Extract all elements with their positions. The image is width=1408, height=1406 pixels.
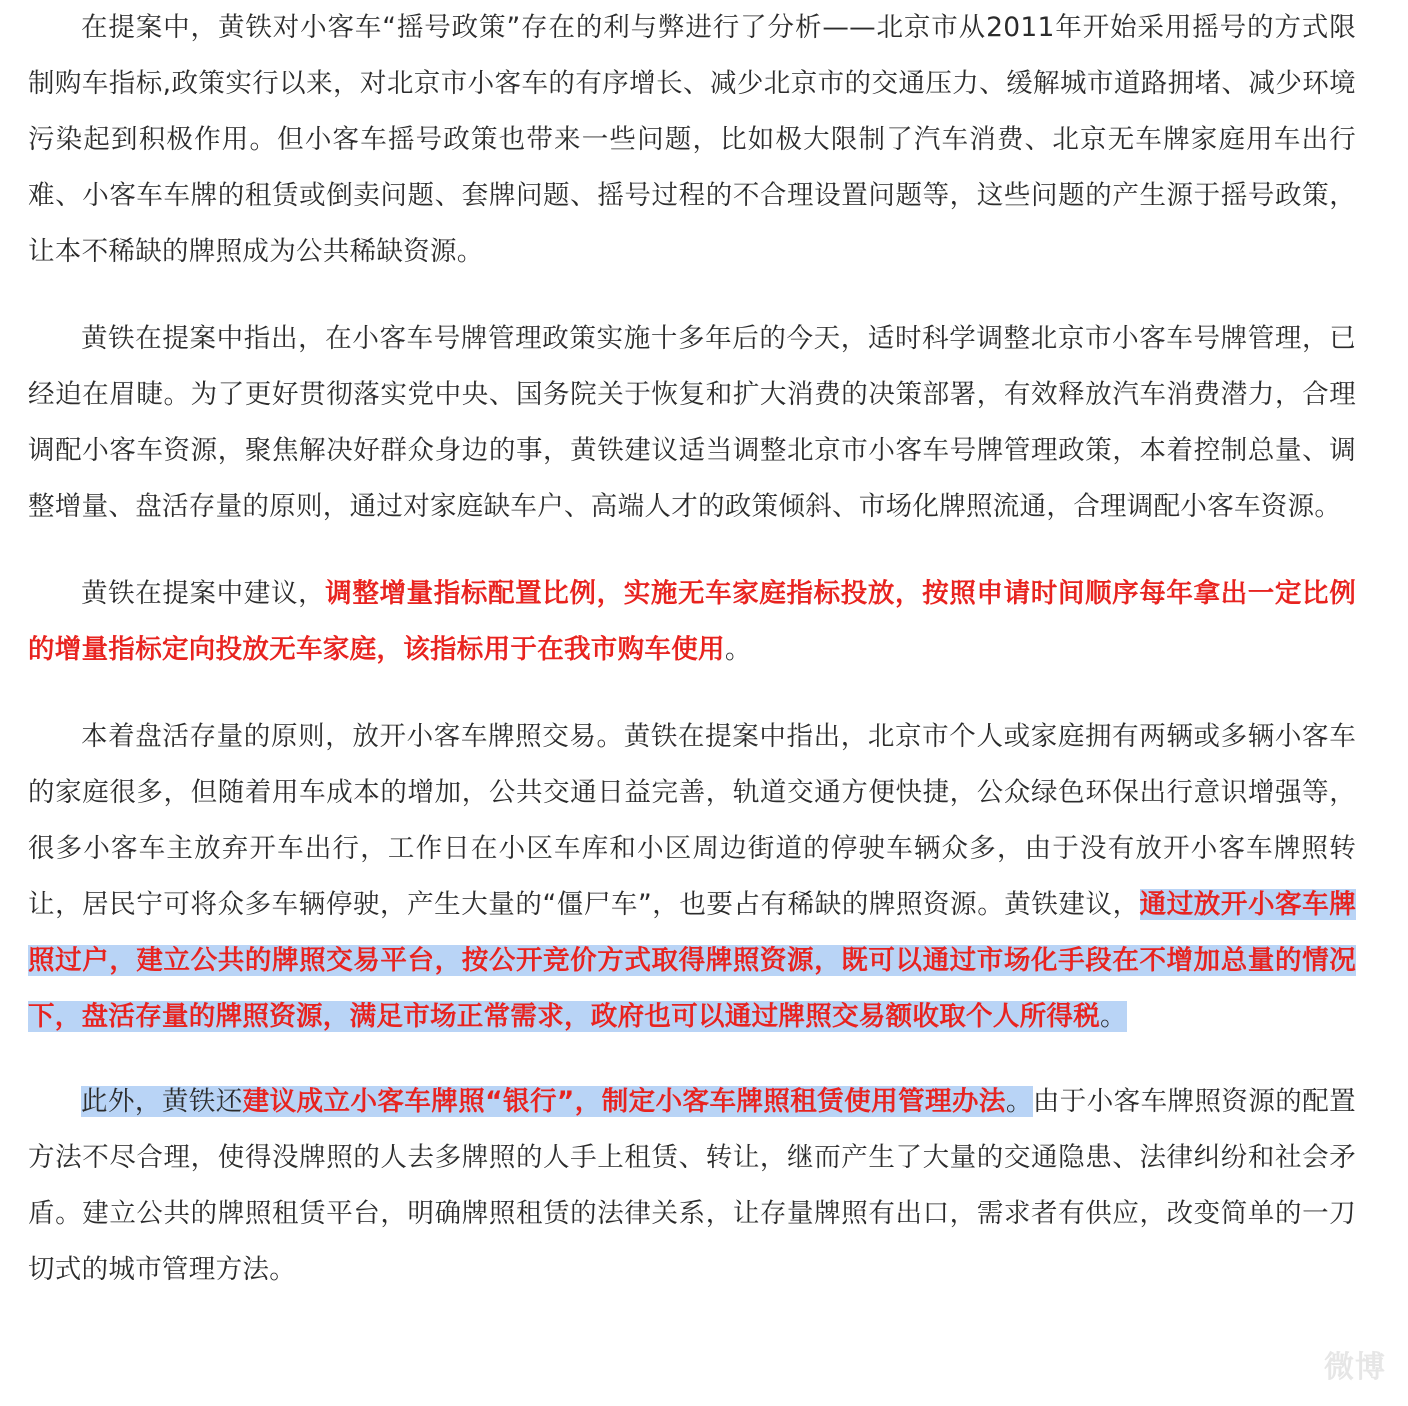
selected-text[interactable]: 此外，黄铁还 — [81, 1086, 243, 1117]
paragraph-license-trading — [28, 709, 1356, 1045]
paragraph-text: 黄铁在提案中建议， — [81, 578, 326, 609]
paragraph-adjust-policy — [28, 311, 1356, 535]
paragraph-text: 黄铁在提案中指出，在小客车号牌管理政策实施十多年后的今天，适时科学调整北京市小客车号牌管理，已经迫在眉睫。为了更好贯彻落实党中央、国务院关于恢复和扩大消费的决策部署，有效释放汽车消费潜力，合理调配小客车资源，聚焦解决好群众身边的事，黄铁建议适当调整北京市小客车号牌管理政策，本着控制总量、调整增量、盘活存量的原则，通过对家庭缺车户、高端人才的政策倾斜、市场化牌照流通，合理调配小客车资源。 — [28, 323, 1356, 522]
paragraph-text: 由于小客车牌照资源的配置方法不尽合理，使得没牌照的人去多牌照的人手上租赁、转让，继而产生了大量的交通隐患、法律纠纷和社会矛盾。建立公共的牌照租赁平台，明确牌照租赁的法律关系，让存量牌照有出口，需求者有供应，改变简单的一刀切式的城市管理方法。 — [28, 1086, 1356, 1285]
paragraph-text: 本着盘活存量的原则，放开小客车牌照交易。黄铁在提案中指出，北京市个人或家庭拥有两辆或多辆小客车的家庭很多，但随着用车成本的增加，公共交通日益完善，轨道交通方便快捷，公众绿色环保出行意识增强等，很多小客车主放弃开车出行，工作日在小区车库和小区周边街道的停驶车辆众多，由于没有放开小客车牌照转让，居民宁可将众多车辆停驶，产生大量的“僵尸车”，也要占有稀缺的牌照资源。黄铁建议， — [28, 721, 1356, 920]
paragraph-text: 。 — [724, 634, 752, 665]
selected-highlighted-proposal-text[interactable]: 通过放开小客车牌照过户，建立公共的牌照交易平台，按公开竞价方式取得牌照资源，既可以通过市场化手段在不增加总量的情况下，盘活存量的牌照资源，满足市场正常需求，政府也可以通过牌照交易额收取个人所得税 — [28, 889, 1356, 1032]
selected-text[interactable]: 。 — [1005, 1086, 1033, 1117]
weibo-watermark: 微博 — [1324, 1350, 1386, 1385]
paragraph-lottery-policy-analysis — [28, 0, 1356, 280]
paragraph-license-bank — [28, 1074, 1356, 1298]
selected-highlighted-proposal-text[interactable]: 建议成立小客车牌照“银行”，制定小客车牌照租赁使用管理办法 — [242, 1086, 1006, 1117]
paragraph-no-car-household-quota — [28, 566, 1356, 678]
highlighted-proposal-text: 调整增量指标配置比例，实施无车家庭指标投放，按照申请时间顺序每年拿出一定比例的增量指标定向投放无车家庭，该指标用于在我市购车使用 — [28, 578, 1356, 665]
selected-text[interactable]: 。 — [1100, 1001, 1127, 1032]
paragraph-text: 在提案中，黄铁对小客车“摇号政策”存在的利与弊进行了分析——北京市从2011年开始采用摇号的方式限制购车指标,政策实行以来，对北京市小客车的有序增长、减少北京市的交通压力、缓解城市道路拥堵、减少环境污染起到积极作用。但小客车摇号政策也带来一些问题，比如极大限制了汽车消费、北京无车牌家庭用车出行难、小客车车牌的租赁或倒卖问题、套牌问题、摇号过程的不合理设置问题等，这些问题的产生源于摇号政策，让本不稀缺的牌照成为公共稀缺资源。 — [28, 12, 1356, 267]
article-body — [28, 0, 1356, 1298]
